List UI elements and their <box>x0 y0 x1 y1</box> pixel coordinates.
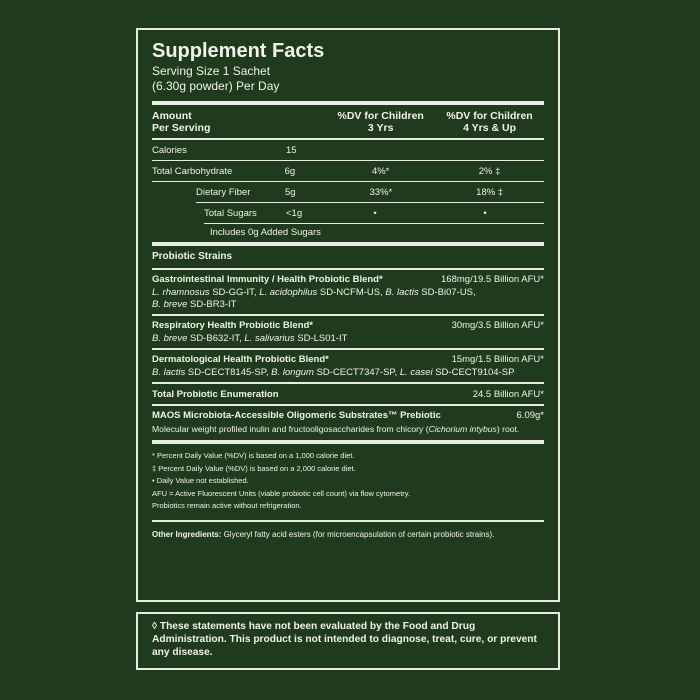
nutrient-row-calories: Calories 15 <box>152 144 297 156</box>
serving-size-line1: Serving Size 1 Sachet <box>152 64 271 78</box>
blend-gastrointestinal: Gastrointestinal Immunity / Health Probiotic Blend* 168mg/19.5 Billion AFU* L. rhamnosus SD-GG-IT, L. acidophilus SD-NCFM-US, B. lactis SD-Bi07-US, B. breve SD-BR3-IT <box>152 274 544 310</box>
blend-respiratory: Respiratory Health Probiotic Blend* 30mg/3.5 Billion AFU* B. breve SD-B632-IT, L. salivarius SD-LS01-IT <box>152 320 544 344</box>
serving-size-line2: (6.30g powder) Per Day <box>152 79 280 93</box>
footnotes <box>152 444 544 520</box>
dv-children-3-line2: 3 Yrs <box>367 122 394 134</box>
nutrient-row-sugars: Total Sugars <1g • • <box>204 207 487 219</box>
serving-size <box>152 64 544 94</box>
amount-header-line1: Amount <box>152 110 192 122</box>
footnote: ‡ Percent Daily Value (%DV) is based on a 2,000 calorie diet. <box>152 463 356 473</box>
dv-children-4-line1: %DV for Children <box>446 110 533 122</box>
footnote: * Percent Daily Value (%DV) is based on a 1,000 calorie diet. <box>152 451 355 460</box>
maos-prebiotic: MAOS Microbiota-Accessible Oligomeric Substrates™ Prebiotic 6.09g* Molecular weight profiled inulin and fructooligosaccharides from chicory (Cichorium intybus) root. <box>152 410 544 434</box>
footnote: AFU = Active Fluorescent Units (viable probiotic cell count) via flow cytometry. <box>152 488 411 498</box>
nutrient-row-fiber: Dietary Fiber 5g 33%* 18% ‡ <box>196 186 504 198</box>
footnote: • Daily Value not established. <box>152 476 249 485</box>
probiotic-strains-title: Probiotic Strains <box>152 251 233 262</box>
footnote: Probiotics remain active without refrigeration. <box>152 501 302 510</box>
total-probiotic-enumeration: Total Probiotic Enumeration 24.5 Billion AFU* <box>152 388 544 400</box>
panel-title: Supplement Facts <box>152 40 325 62</box>
dv-children-3-line1: %DV for Children <box>337 110 424 122</box>
added-sugars: Includes 0g Added Sugars <box>210 227 321 238</box>
amount-header-line2: Per Serving <box>152 122 211 134</box>
column-header <box>152 105 544 138</box>
supplement-facts-panel <box>136 28 560 602</box>
blend-dermatological: Dermatological Health Probiotic Blend* 15mg/1.5 Billion AFU* B. lactis SD-CECT8145-SP, B. longum SD-CECT7347-SP, L. casei SD-CECT9104-SP <box>152 354 544 378</box>
nutrient-row-carbohydrate: Total Carbohydrate 6g 4%* 2% ‡ <box>152 165 501 177</box>
fda-disclaimer: ◊ These statements have not been evaluated by the Food and Drug Administration. This product is not intended to diagnose, treat, cure, or prevent any disease. <box>136 612 560 670</box>
dv-children-4-line2: 4 Yrs & Up <box>463 122 517 134</box>
other-ingredients: Other Ingredients: Glyceryl fatty acid esters (for microencapsulation of certain probiotic strains). <box>152 529 495 539</box>
